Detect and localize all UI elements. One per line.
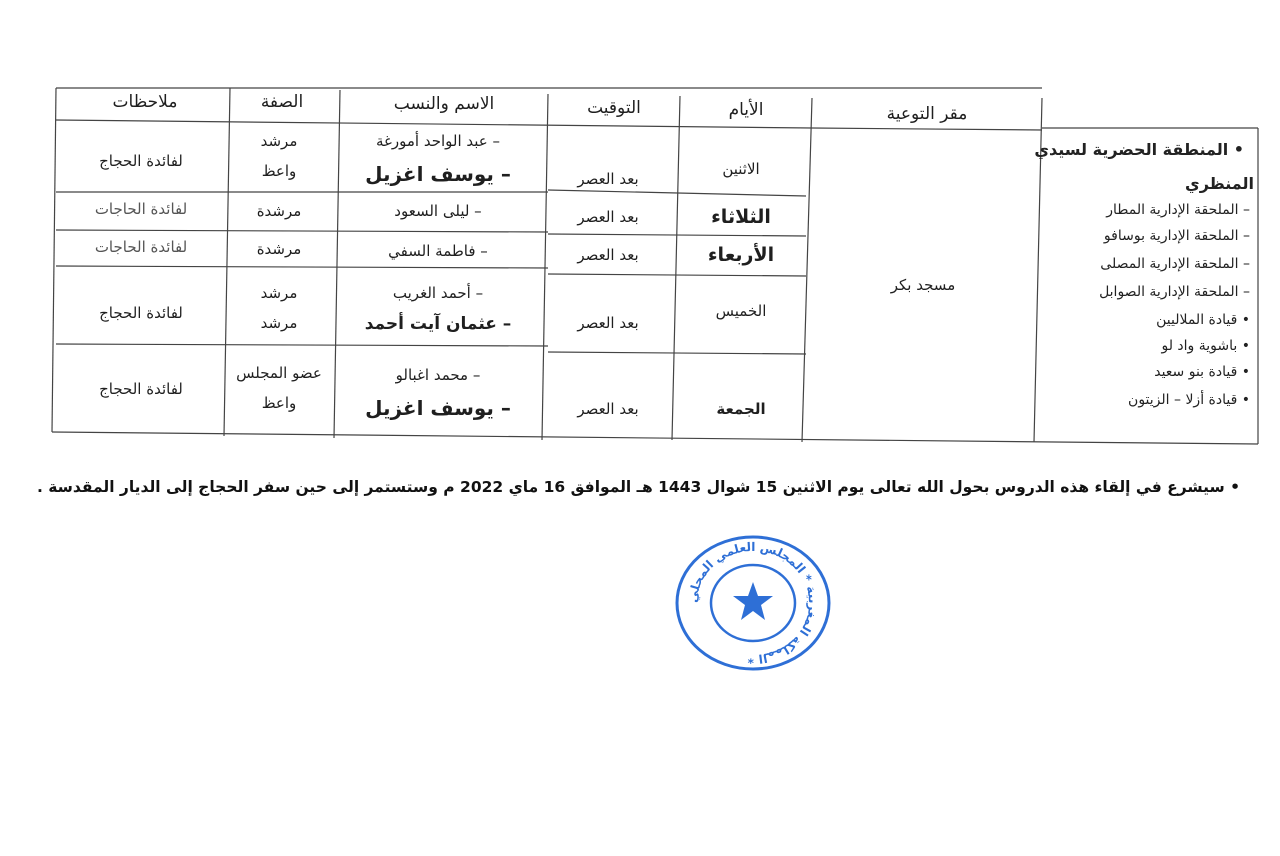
- day-cell: الاثنين: [722, 160, 760, 178]
- time-cell: بعد العصر: [577, 170, 639, 188]
- role-cell: واعظ: [261, 394, 297, 412]
- note-cell: لفائدة الحجاج: [99, 304, 183, 322]
- region-item: • قيادة الملاليين: [1156, 312, 1250, 328]
- role-cell: مرشدة: [256, 240, 302, 258]
- time-cell: بعد العصر: [577, 208, 639, 226]
- day-cell: الجمعة: [716, 400, 766, 418]
- header-days: الأيام: [728, 100, 764, 120]
- venue-cell: مسجد بكر: [890, 276, 956, 294]
- svg-text:المملكة المغربية * المجلس العل: المملكة المغربية * المجلس العلمي المحلي *: [685, 539, 821, 667]
- header-notes: ملاحظات: [112, 92, 178, 112]
- region-item: – الملحقة الإدارية بوسافو: [1103, 228, 1250, 244]
- time-cell: بعد العصر: [577, 400, 639, 418]
- day-cell: الخميس: [715, 302, 767, 320]
- footer-note: • سيشرع في إلقاء هذه الدروس بحول الله تعالى يوم الاثنين 15 شوال 1443 هـ الموافق 16 ماي 2022 م وستستمر إلى حين سفر الحجاج إلى الديار المقدسة .: [36, 478, 1240, 496]
- name-cell: – فاطمة السفي: [388, 242, 488, 260]
- time-cell: بعد العصر: [577, 246, 639, 264]
- name-cell: – يوسف اغزيل: [365, 396, 511, 420]
- role-cell: مرشد: [260, 284, 298, 302]
- note-cell: لفائدة الحاجات: [94, 200, 188, 218]
- name-cell: – عثمان آيت أحمد: [364, 314, 512, 334]
- region-item: • قيادة بنو سعيد: [1154, 364, 1250, 380]
- role-cell: عضو المجلس: [236, 364, 322, 382]
- role-cell: مرشد: [260, 314, 298, 332]
- role-cell: مرشدة: [256, 202, 302, 220]
- note-cell: لفائدة الحاجات: [94, 238, 188, 256]
- name-cell: – أحمد الغريب: [392, 284, 484, 302]
- role-cell: واعظ: [261, 162, 297, 180]
- official-seal-stamp: [672, 534, 834, 672]
- seal-star-icon: [733, 582, 773, 620]
- name-cell: – يوسف اغزيل: [365, 162, 511, 186]
- region-title-line2: المنظري: [1185, 174, 1254, 193]
- region-item: – الملحقة الإدارية المطار: [1106, 202, 1250, 218]
- header-timing: التوقيت: [587, 98, 641, 118]
- region-item: • قيادة أزلا – الزيتون: [1128, 392, 1250, 408]
- region-item: • باشوية واد لو: [1161, 338, 1250, 354]
- region-item: – الملحقة الإدارية الصوابل: [1099, 284, 1250, 300]
- region-item: – الملحقة الإدارية المصلى: [1100, 256, 1250, 272]
- note-cell: لفائدة الحجاج: [99, 152, 183, 170]
- name-cell: – عبد الواحد أمورغة: [375, 132, 501, 150]
- header-name: الاسم والنسب: [393, 94, 495, 114]
- role-cell: مرشد: [260, 132, 298, 150]
- name-cell: – ليلى السعود: [394, 202, 482, 220]
- note-cell: لفائدة الحجاج: [99, 380, 183, 398]
- region-title: • المنطقة الحضرية لسيدي: [1034, 140, 1244, 159]
- header-role: الصفة: [260, 92, 304, 112]
- day-cell: الثلاثاء: [711, 206, 771, 228]
- time-cell: بعد العصر: [577, 314, 639, 332]
- header-venue: مقر التوعية: [886, 104, 968, 124]
- day-cell: الأربعاء: [707, 244, 775, 266]
- name-cell: – محمد اغبالو: [395, 366, 481, 384]
